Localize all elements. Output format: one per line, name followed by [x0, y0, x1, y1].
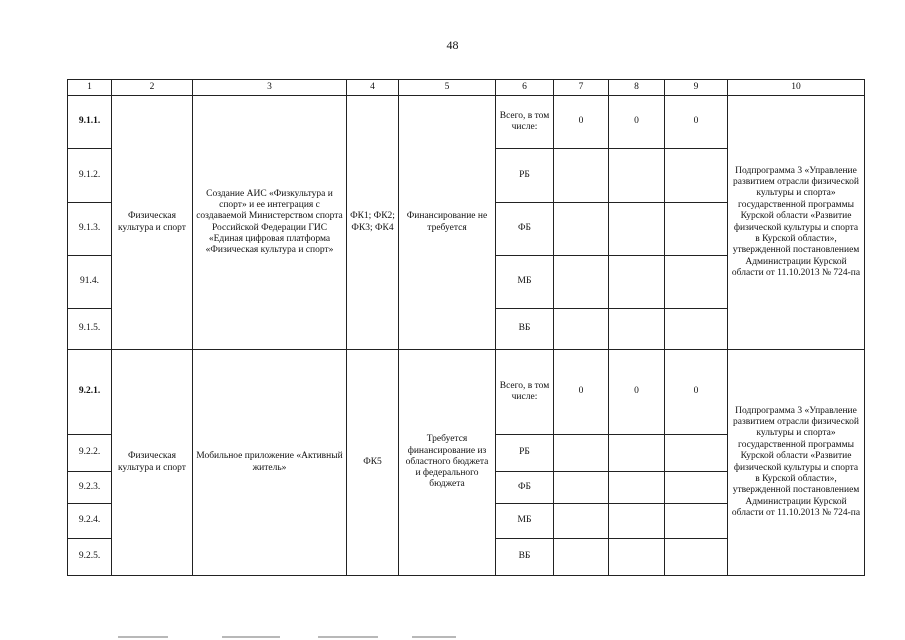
value-cell [554, 256, 609, 309]
value-cell [609, 309, 665, 350]
value-cell [554, 472, 609, 504]
value-cell: 0 [609, 350, 665, 435]
value-cell [609, 149, 665, 203]
value-cell: 0 [665, 96, 728, 149]
source-cell: МБ [496, 504, 554, 539]
col-header: 4 [347, 80, 399, 96]
source-total: Всего, в том числе: [496, 96, 554, 149]
financing-cell: Финансирование не требуется [399, 96, 496, 350]
col-header: 7 [554, 80, 609, 96]
value-cell [665, 504, 728, 539]
fk-cell: ФК5 [347, 350, 399, 576]
direction-cell: Физическая культура и спорт [112, 350, 193, 576]
col-header: 2 [112, 80, 193, 96]
col-header: 10 [728, 80, 865, 96]
value-cell [554, 149, 609, 203]
source-cell: МБ [496, 256, 554, 309]
source-total: Всего, в том числе: [496, 350, 554, 435]
scan-artifact [318, 636, 378, 638]
value-cell [554, 539, 609, 576]
scan-artifact [412, 636, 456, 638]
measure-cell: Создание АИС «Физкультура и спорт» и ее интеграция с создаваемой Министерством спорта Российской Федерации ГИС «Единая цифровая платформа «Физическая культура и спорт» [193, 96, 347, 350]
value-cell [665, 149, 728, 203]
value-cell [609, 539, 665, 576]
table-row [68, 350, 865, 435]
direction-cell: Физическая культура и спорт [112, 96, 193, 350]
source-cell: ВБ [496, 309, 554, 350]
value-cell: 0 [609, 96, 665, 149]
measure-cell: Мобильное приложение «Активный житель» [193, 350, 347, 576]
measures-table [67, 79, 865, 576]
value-cell [665, 203, 728, 256]
row-code: 9.1.2. [68, 149, 112, 203]
value-cell [554, 504, 609, 539]
row-code: 9.2.1. [68, 350, 112, 435]
header-row [68, 80, 865, 96]
source-cell: РБ [496, 149, 554, 203]
page-number: 48 [446, 38, 459, 52]
row-code: 9.2.2. [68, 435, 112, 472]
value-cell [609, 435, 665, 472]
col-header: 8 [609, 80, 665, 96]
value-cell [665, 256, 728, 309]
value-cell [609, 472, 665, 504]
value-cell [609, 256, 665, 309]
table-row [68, 96, 865, 149]
col-header: 5 [399, 80, 496, 96]
value-cell [609, 504, 665, 539]
source-cell: ВБ [496, 539, 554, 576]
value-cell [665, 309, 728, 350]
row-code: 9.1.3. [68, 203, 112, 256]
value-cell [554, 203, 609, 256]
col-header: 6 [496, 80, 554, 96]
source-cell: ФБ [496, 472, 554, 504]
col-header: 9 [665, 80, 728, 96]
value-cell: 0 [554, 96, 609, 149]
row-code: 9.2.5. [68, 539, 112, 576]
value-cell [665, 472, 728, 504]
value-cell [665, 435, 728, 472]
source-cell: ФБ [496, 203, 554, 256]
value-cell [665, 539, 728, 576]
row-code: 91.4. [68, 256, 112, 309]
col-header: 3 [193, 80, 347, 96]
value-cell [609, 203, 665, 256]
value-cell: 0 [665, 350, 728, 435]
row-code: 9.2.4. [68, 504, 112, 539]
scan-artifact [118, 636, 168, 638]
value-cell: 0 [554, 350, 609, 435]
col-header: 1 [68, 80, 112, 96]
fk-cell: ФК1; ФК2; ФК3; ФК4 [347, 96, 399, 350]
source-cell: РБ [496, 435, 554, 472]
row-code: 9.2.3. [68, 472, 112, 504]
row-code: 9.1.5. [68, 309, 112, 350]
row-code: 9.1.1. [68, 96, 112, 149]
scan-artifact [222, 636, 280, 638]
financing-cell: Требуется финансирование из областного бюджета и федерального бюджета [399, 350, 496, 576]
value-cell [554, 435, 609, 472]
subprogram-cell: Подпрограмма 3 «Управление развитием отрасли физической культуры и спорта» государственной программы Курской области «Развитие физической культуры и спорта в Курской области», утвержденной постановлением Администрации Курской области от 11.10.2013 № 724-па [728, 96, 865, 350]
value-cell [554, 309, 609, 350]
subprogram-cell: Подпрограмма 3 «Управление развитием отрасли физической культуры и спорта» государственной программы Курской области «Развитие физической культуры и спорта в Курской области», утвержденной постановлением Администрации Курской области от 11.10.2013 № 724-па [728, 350, 865, 576]
